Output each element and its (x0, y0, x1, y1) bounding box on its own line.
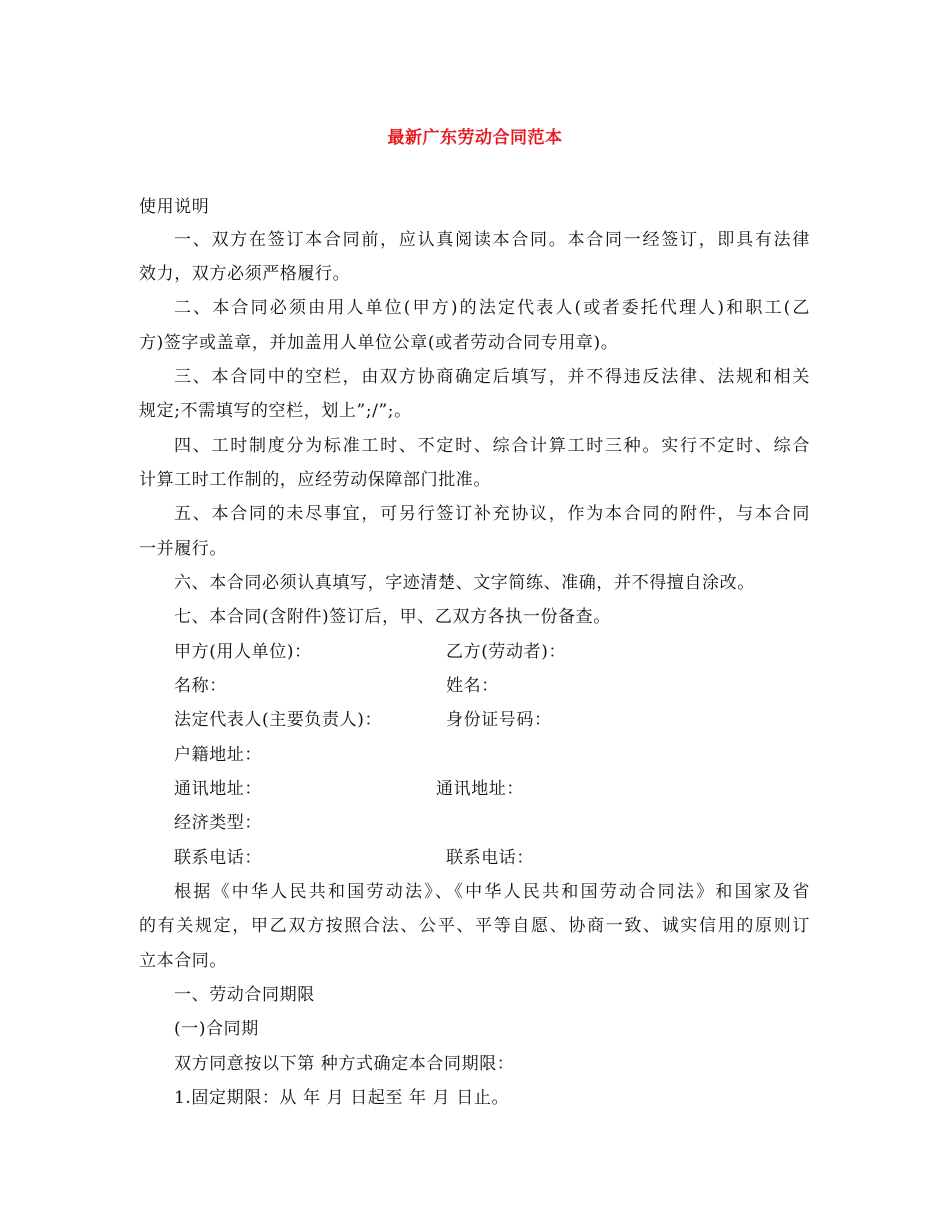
party-a-label: 甲方(用人单位)： (174, 642, 312, 662)
usage-item-6: 六、本合同必须认真填写，字迹清楚、文字简练、准确，并不得擅自涂改。 (174, 573, 755, 593)
section-1-subheading: (一)合同期 (174, 1019, 259, 1039)
usage-item-4-line-2: 计算工时工作制的，应经劳动保障部门批准。 (139, 470, 491, 490)
economic-type-label: 经济类型： (174, 813, 262, 833)
usage-item-5-line-1: 五、本合同的未尽事宜，可另行签订补充协议，作为本合同的附件，与本合同 (174, 504, 810, 524)
party-a-name-label: 名称： (174, 676, 227, 696)
preamble-line-1: 根据《中华人民共和国劳动法》、《中华人民共和国劳动合同法》和国家及省 (174, 882, 810, 902)
usage-item-7: 七、本合同(含附件)签订后，甲、乙双方各执一份备查。 (174, 607, 611, 627)
contract-term-choice: 双方同意按以下第 种方式确定本合同期限： (174, 1054, 515, 1074)
household-address-label: 户籍地址： (174, 745, 262, 765)
preamble-line-2: 的有关规定，甲乙双方按照合法、公平、平等自愿、协商一致、诚实信用的原则订 (139, 916, 810, 936)
usage-item-3-line-1: 三、本合同中的空栏，由双方协商确定后填写，并不得违反法律、法规和相关 (174, 367, 810, 387)
document-title: 最新广东劳动合同范本 (387, 128, 563, 148)
party-a-address-label: 通讯地址： (174, 779, 262, 799)
id-number-label: 身份证号码： (446, 710, 552, 730)
party-b-address-label: 通讯地址： (436, 779, 524, 799)
party-b-phone-label: 联系电话： (446, 848, 534, 868)
preamble-line-3: 立本合同。 (139, 951, 227, 971)
party-b-label: 乙方(劳动者)： (446, 642, 567, 662)
usage-heading: 使用说明 (139, 197, 210, 217)
fixed-term-clause: 1.固定期限：从 年 月 日起至 年 月 日止。 (174, 1088, 510, 1108)
usage-item-3-line-2: 规定;不需填写的空栏，划上”;/”;。 (139, 401, 412, 421)
party-a-phone-label: 联系电话： (174, 848, 262, 868)
party-b-name-label: 姓名： (446, 676, 499, 696)
legal-representative-label: 法定代表人(主要负责人)： (174, 710, 383, 730)
usage-item-2-line-1: 二、本合同必须由用人单位(甲方)的法定代表人(或者委托代理人)和职工(乙 (174, 298, 810, 318)
usage-item-5-line-2: 一并履行。 (139, 539, 227, 559)
usage-item-2-line-2: 方)签字或盖章，并加盖用人单位公章(或者劳动合同专用章)。 (139, 333, 619, 353)
usage-item-1-line-1: 一、双方在签订本合同前，应认真阅读本合同。本合同一经签订，即具有法律 (174, 230, 810, 250)
section-1-heading: 一、劳动合同期限 (174, 985, 315, 1005)
usage-item-4-line-1: 四、工时制度分为标准工时、不定时、综合计算工时三种。实行不定时、综合 (174, 436, 810, 456)
usage-item-1-line-2: 效力，双方必须严格履行。 (139, 264, 351, 284)
